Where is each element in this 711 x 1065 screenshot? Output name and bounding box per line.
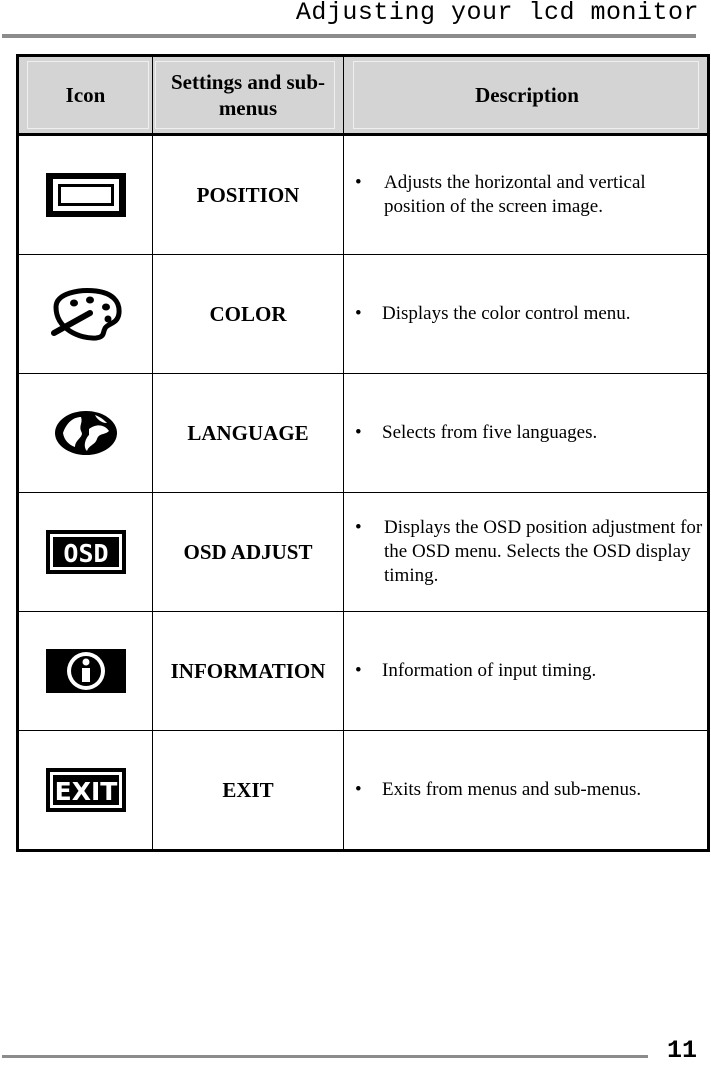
- footer-rule: [2, 1055, 648, 1058]
- settings-table: [16, 54, 710, 852]
- table-header: [19, 57, 707, 136]
- column-header-settings: Settings and sub-menus: [170, 70, 326, 120]
- setting-name: POSITION: [196, 182, 300, 207]
- setting-name: OSD ADJUST: [183, 539, 313, 564]
- setting-description: • Exits from menus and sub-menus.: [355, 779, 642, 800]
- column-header-description: Description: [475, 83, 579, 107]
- svg-text:EXIT: EXIT: [54, 777, 117, 806]
- header-rule: [2, 34, 696, 38]
- exit-icon: [19, 731, 152, 849]
- setting-description: • Information of input timing.: [355, 660, 597, 681]
- setting-name: COLOR: [209, 301, 287, 326]
- setting-description: • Displays the OSD position adjustment for the OSD menu. Selects the OSD display timing.: [355, 517, 703, 586]
- setting-name: EXIT: [222, 777, 274, 802]
- setting-name: INFORMATION: [170, 658, 326, 683]
- setting-description: • Displays the color control menu.: [355, 303, 631, 324]
- position-icon: [19, 136, 152, 254]
- osd-icon: [19, 493, 152, 611]
- column-header-icon: Icon: [65, 83, 106, 107]
- setting-name: LANGUAGE: [187, 420, 309, 445]
- setting-description: • Adjusts the horizontal and vertical position of the screen image.: [355, 172, 646, 217]
- palette-icon: [19, 255, 152, 373]
- page-number: 11: [666, 1036, 697, 1065]
- globe-icon: [19, 374, 152, 492]
- info-icon: [19, 612, 152, 730]
- page-header-title: Adjusting your lcd monitor: [295, 0, 699, 27]
- svg-text:OSD: OSD: [62, 539, 109, 568]
- setting-description: • Selects from five languages.: [355, 422, 598, 443]
